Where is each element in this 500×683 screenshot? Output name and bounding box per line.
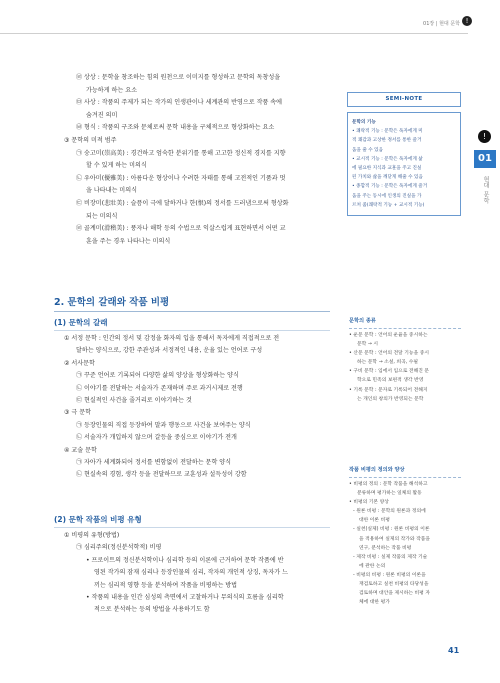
text-line: 적으로 분석하는 등의 방법을 사용하기도 함 bbox=[94, 606, 210, 614]
text-line: ① 서정 문학 : 인간의 정서 및 감정을 화자의 입을 통해서 독자에게 직접적으로 전 bbox=[64, 335, 280, 342]
note-line: • 종합적 기능 : 문학은 독자에게 즐거 bbox=[352, 184, 428, 190]
side-line: - 실천(실제) 비평 : 원론 비평의 이론 bbox=[353, 527, 430, 533]
text-line: ㉠ 등장인물의 직접 등장하여 말과 행동으로 사건을 보여주는 양식 bbox=[76, 421, 251, 429]
side-line: • 비평의 기본 양상 bbox=[349, 500, 389, 506]
side-line: 하는 문학 → 소설, 희곡, 수필 bbox=[357, 360, 419, 366]
note-line: 움을 주는 동시에 인생의 진실을 가 bbox=[352, 193, 422, 199]
chapter-tab-number: 01 bbox=[474, 150, 496, 168]
text-line: ㉣ 상상 : 문학을 창조하는 힘의 원천으로 이미지를 형성하고 문학의 독창성을 bbox=[76, 74, 281, 81]
note-line: 움을 줄 수 있음 bbox=[352, 147, 384, 153]
side-line: 문학 → 시 bbox=[357, 342, 378, 348]
side-line: - 원론 비평 : 문학의 원론과 정의에 bbox=[353, 509, 426, 515]
text-line: 할 수 있게 하는 미의식 bbox=[86, 162, 147, 170]
text-line: 훈을 주는 경우 나타나는 미의식 bbox=[86, 237, 171, 245]
note-line: 르쳐 줌(쾌락적 기능 + 교시적 기능) bbox=[352, 202, 425, 208]
note-content bbox=[352, 118, 456, 210]
side-line: - 비평의 비평 : 원론 비평의 이론을 bbox=[353, 572, 426, 578]
side-line: • 운문 문학 : 언어의 운율을 중시하는 bbox=[349, 333, 428, 338]
side-title: 문학의 종류 bbox=[349, 318, 376, 324]
side-line: 에 관한 논의 bbox=[359, 563, 386, 569]
subsection-title: (1) 문학의 갈래 bbox=[54, 318, 108, 327]
info-icon: ! bbox=[462, 16, 472, 26]
semi-note-badge: SEMI-NOTE bbox=[347, 92, 461, 107]
text-line: ④ 교술 문학 bbox=[64, 446, 97, 454]
note-line: • 교시적 기능 : 문학은 독자에게 삶 bbox=[352, 156, 423, 162]
text-line: ㉣ 골계미(滑稽美) : 풍자나 해학 등의 수법으로 익살스럽게 표현하면서 어떤 교 bbox=[76, 225, 286, 233]
side-line: • 비평의 정의 : 문학 작품을 해석하고 bbox=[349, 482, 428, 487]
side-line: 대한 이론 비평 bbox=[359, 518, 390, 524]
side-divider bbox=[349, 328, 461, 329]
text-line: • 프로이트의 정신분석학이나 심리학 등의 이론에 근거하여 문학 작품에 반 bbox=[86, 556, 284, 564]
text-line: ㉡ 서술자가 개입하지 않으며 갈등을 중심으로 이야기가 전개 bbox=[76, 434, 237, 442]
text-line: ㉠ 자아가 세계화되어 정서를 변함없이 전달하는 문학 양식 bbox=[76, 459, 232, 467]
side-title: 작품 비평의 정의와 양상 bbox=[349, 467, 405, 473]
side-line: • 구비 문학 : 입에서 입으로 전해진 문 bbox=[349, 369, 429, 375]
page-number: 41 bbox=[448, 646, 460, 655]
text-line: 되는 미의식 bbox=[86, 212, 118, 220]
text-line: 을 나타내는 미의식 bbox=[86, 187, 137, 195]
header-divider bbox=[0, 33, 468, 34]
text-line: ㉠ 숭고미(崇高美) : 경건하고 엄숙한 분위기를 통해 고고한 정신적 경지를 지향 bbox=[76, 149, 286, 157]
genre-block bbox=[54, 333, 330, 482]
note-line: 적 쾌감과 고상한 정서를 통한 즐거 bbox=[352, 138, 422, 144]
side-divider bbox=[349, 477, 461, 478]
text-line: ㉡ 이야기를 전달하는 서술자가 존재하며 주로 과거시제로 전행 bbox=[76, 384, 243, 392]
side-line: 분류하며 평가하는 일체의 활동 bbox=[357, 491, 422, 497]
text-line: ㉠ 꾸준 언어로 기록되어 다양한 삶의 양상을 형상화하는 양식 bbox=[76, 372, 239, 380]
side-line: • 기록 문학 : 문자로 기록되어 전해지 bbox=[349, 387, 428, 393]
text-line: 영된 작가의 잠재 심리나 등장인물의 심리, 작자의 개인적 상징, 독자가 느 bbox=[94, 569, 288, 577]
text-line: ㉡ 우아미(優雅美) : 아름다운 형상이나 수려한 자태를 통해 고전적인 기품과 멋 bbox=[76, 174, 286, 182]
side-line: 을 적용하여 실제의 작가와 작품을 bbox=[359, 536, 430, 542]
text-line: ㉠ 심리주의(정신분석학적) 비평 bbox=[76, 544, 162, 552]
section-title: 2. 문학의 갈래와 작품 비평 bbox=[54, 297, 170, 308]
side-line: 는 개인의 창의가 반영되는 문학 bbox=[357, 396, 424, 402]
side-line: - 제작 비평 : 실제 작품의 제작 기술 bbox=[353, 554, 428, 560]
side-line: 체에 대한 평가 bbox=[359, 600, 390, 606]
text-line: ㉥ 형식 : 작품의 구조와 문체로써 문학 내용을 구체적으로 형상화하는 요소 bbox=[76, 124, 275, 132]
info-icon: ! bbox=[478, 130, 491, 143]
text-line: • 작품의 내용을 인간 심성의 측면에서 고찰하거나 무의식의 흐름을 심리학 bbox=[86, 594, 284, 602]
main-content-top bbox=[54, 72, 330, 248]
side-line: 재검토하고 실천 비평의 타당성을 bbox=[359, 582, 429, 588]
text-line: ㉢ 비장미(悲壯美) : 슬픔이 극에 달하거나 한(恨)의 정서를 드러냄으로써 형상화 bbox=[76, 199, 289, 207]
note-title: 문학의 기능 bbox=[352, 120, 376, 125]
text-line: ③ 극 문학 bbox=[64, 409, 91, 417]
side-line: 검토하며 대안을 제시하는 비평 자 bbox=[359, 591, 430, 597]
text-line: 숨겨진 의미 bbox=[86, 111, 118, 119]
text-line: ① 비평의 유형(방법) bbox=[64, 532, 120, 539]
subsection-divider bbox=[54, 527, 330, 528]
note-line: 된 가치와 삶을 깨닫게 해줄 수 있음 bbox=[352, 175, 423, 181]
side-line: 연구, 분석하는 작품 비평 bbox=[359, 545, 412, 551]
subsection-title: (2) 문학 작품의 비평 유형 bbox=[54, 515, 142, 524]
text-line: ㉢ 현실적인 사건을 줄거리로 이야기하는 것 bbox=[76, 397, 192, 405]
note-line: • 쾌락적 기능 : 문학은 독자에게 미 bbox=[352, 129, 423, 135]
text-line: 끼는 심리적 영향 등을 분석하여 작품을 비평하는 방법 bbox=[94, 581, 238, 589]
section-divider bbox=[54, 311, 330, 312]
subsection-divider bbox=[54, 330, 330, 331]
text-line: 달하는 양식으로, 강한 주관성과 서정적인 내용, 운율 있는 언어로 구성 bbox=[76, 347, 263, 355]
critique-block bbox=[54, 530, 330, 617]
side-line: 학으로 민족의 보편적 생각 반영 bbox=[357, 378, 424, 384]
text-line: ② 서사문학 bbox=[64, 359, 95, 367]
side-content bbox=[349, 331, 461, 404]
side-line: • 산문 문학 : 언어의 전달 기능을 중시 bbox=[349, 351, 429, 357]
text-line: 가능하게 하는 요소 bbox=[86, 86, 137, 94]
text-line: ㉤ 사상 : 작품의 주제가 되는 작가의 인생관이나 세계관의 반영으로 작품 속에 bbox=[76, 99, 283, 107]
running-header: 01장 | 현대 문학 bbox=[423, 21, 460, 27]
note-line: 에 필요한 지식과 교훈을 주고 진실 bbox=[352, 166, 422, 172]
text-line: ③ 문학의 미적 범주 bbox=[64, 136, 117, 144]
chapter-tab-label: 현대 문학 bbox=[482, 176, 489, 204]
side-content bbox=[349, 480, 461, 607]
text-line: ㉡ 현실속의 경험, 생각 등을 전달하므로 교훈성과 설득성이 강함 bbox=[76, 471, 247, 479]
